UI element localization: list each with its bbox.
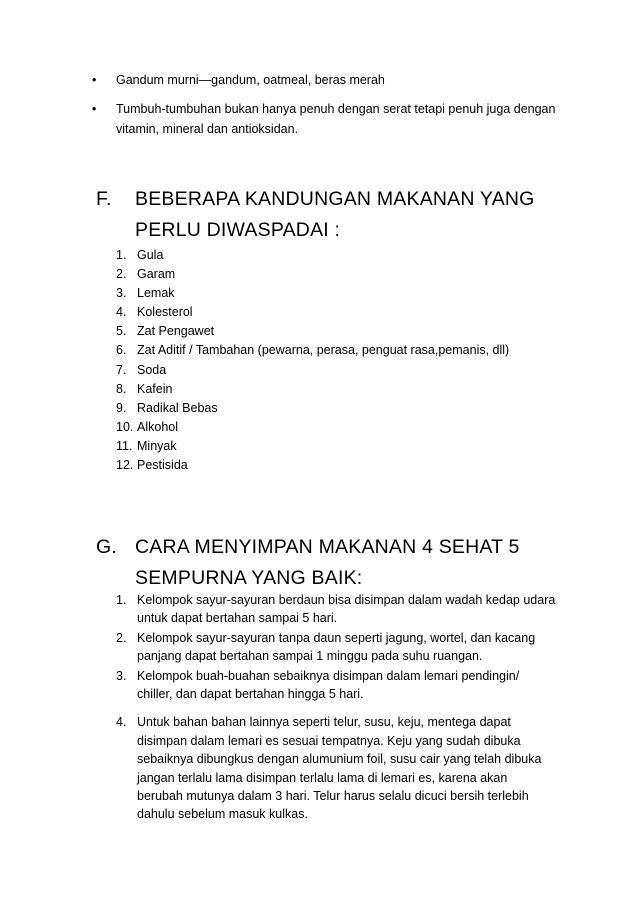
section-g-heading (96, 532, 576, 594)
item-text: Zat Pengawet (137, 324, 215, 339)
item-text: Untuk bahan bahan lainnya seperti telur, susu, keju, mentega dapat disimpan dalam lemari es sesuai tempatnya. Keju yang sudah dibuka sebaiknya dibungkus dengan alumunium foil, susu cair yang telah dibuka jangan terlalu lama disimpan terlalu lama di lemari es, karena akan berubah mutunya dalam 3 hari. Telur harus selalu dicuci bersih terlebih dahulu sebelum masuk kulkas. (137, 715, 542, 822)
list-item (116, 418, 576, 437)
list-item (116, 361, 576, 380)
item-text: Zat Aditif / Tambahan (pewarna, perasa, penguat rasa,pemanis, dll) (137, 343, 510, 358)
bullet-dot: • (92, 102, 97, 116)
item-number: 3. (116, 286, 127, 301)
list-item (116, 591, 556, 628)
item-text: Gula (137, 248, 164, 262)
item-number: 9. (116, 400, 127, 415)
list-item (116, 265, 576, 284)
item-number: 5. (116, 324, 127, 339)
item-text: Kelompok sayur-sayuran tanpa daun seperti jagung, wortel, dan kacang panjang dapat bertahan sampai 1 minggu pada suhu ruangan. (137, 630, 536, 664)
item-number: 3. (116, 668, 127, 683)
list-item (116, 667, 556, 704)
section-f-list (116, 246, 576, 475)
item-text: Alkohol (137, 419, 178, 434)
item-number: 10. (116, 419, 134, 434)
item-number: 1. (116, 248, 127, 262)
section-f-letter: F. (96, 188, 112, 210)
section-g-letter: G. (96, 536, 117, 558)
bullet-item (92, 70, 562, 90)
item-text: Lemak (137, 286, 175, 301)
list-item (116, 399, 576, 418)
list-item (116, 437, 576, 456)
bullet-item (92, 99, 562, 139)
item-text: Kelompok buah-buahan sebaiknya disimpan dalam lemari pendingin/ chiller, dan dapat bertahan hingga 5 hari. (137, 668, 520, 702)
item-text: Kelompok sayur-sayuran berdaun bisa disimpan dalam wadah kedap udara untuk dapat bertahan sampai 5 hari. (137, 593, 556, 626)
section-f-heading (96, 184, 576, 246)
section-g-list (116, 591, 556, 825)
item-text: Garam (137, 267, 176, 282)
item-number: 6. (116, 343, 127, 358)
item-text: Soda (137, 362, 167, 377)
list-item (116, 303, 576, 322)
item-number: 2. (116, 267, 127, 282)
bullet-list (92, 70, 562, 148)
item-number: 4. (116, 715, 127, 730)
list-item (116, 284, 576, 303)
list-item (116, 456, 576, 475)
item-text: Pestisida (137, 458, 188, 473)
item-number: 12. (116, 458, 134, 473)
item-text: Kolesterol (137, 305, 193, 320)
item-text: Kafein (137, 381, 173, 396)
list-item (116, 246, 576, 265)
list-item (116, 380, 576, 399)
item-number: 7. (116, 362, 127, 377)
item-text: Radikal Bebas (137, 400, 218, 415)
list-item (116, 713, 556, 823)
bullet-dot: • (92, 73, 97, 87)
list-item (116, 322, 576, 341)
section-f-title: BEBERAPA KANDUNGAN MAKANAN YANG PERLU DIWASPADAI : (135, 188, 535, 241)
item-number: 2. (116, 630, 127, 645)
list-item (116, 341, 576, 360)
bullet-text: Tumbuh-tumbuhan bukan hanya penuh dengan serat tetapi penuh juga dengan vitamin, mineral dan antioksidan. (116, 102, 556, 136)
section-g-title: CARA MENYIMPAN MAKANAN 4 SEHAT 5 SEMPURNA YANG BAIK: (135, 536, 520, 589)
item-number: 1. (116, 593, 127, 607)
item-number: 4. (116, 305, 127, 320)
item-number: 8. (116, 381, 127, 396)
item-text: Minyak (137, 438, 177, 453)
item-number: 11. (116, 438, 133, 453)
list-item (116, 629, 556, 666)
bullet-text: Gandum murni—gandum, oatmeal, beras merah (116, 73, 385, 87)
